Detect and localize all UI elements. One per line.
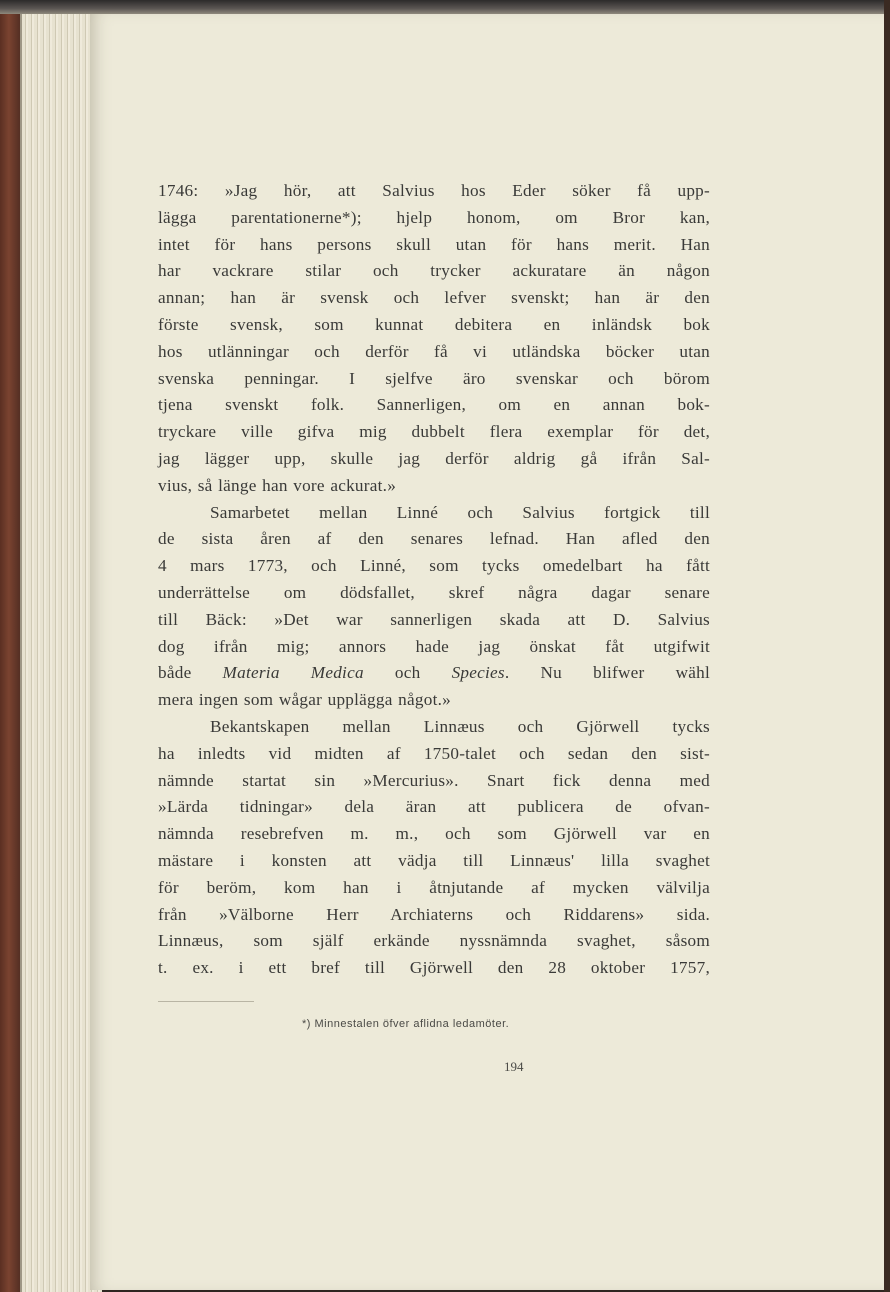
text-line: tryckare ville gifva mig dubbelt flera exemplar för det, (158, 422, 710, 442)
text-line: 4 mars 1773, och Linné, som tycks omedelbart ha fått (158, 556, 710, 576)
text-line: dog ifrån mig; annors hade jag önskat fåt utgifwit (158, 636, 710, 656)
text-line: intet för hans persons skull utan för hans merit. Han (158, 234, 710, 254)
text-line: 1746: »Jag hör, att Salvius hos Eder söker få upp- (158, 181, 710, 200)
paragraph-end-line: vius, så länge han vore ackurat.» (158, 475, 397, 495)
text-line: ha inledts vid midten af 1750-talet och sedan den sist- (158, 743, 710, 763)
text-line: annan; han är svensk och lefver svenskt; han är den (158, 288, 710, 308)
text-line: hos utlänningar och derför få vi utländska böcker utan (158, 341, 710, 361)
text-line: jag lägger upp, skulle jag derför aldrig gå ifrån Sal- (158, 448, 710, 468)
book-right-edge (884, 0, 890, 1292)
text-line: lägga parentationerne*); hjelp honom, om Bror kan, (158, 207, 710, 227)
text-line: för beröm, kom han i åtnjutande af mycken välvilja (158, 877, 710, 897)
text-line: »Lärda tidningar» dela äran att publicera de ofvan- (158, 797, 710, 817)
text-line: mästare i konsten att vädja till Linnæus' lilla svaghet (158, 850, 710, 870)
book-cover-edge (0, 0, 22, 1292)
text-line: från »Välborne Herr Archiaterns och Riddarens» sida. (158, 904, 710, 924)
paragraph-start-line: Bekantskapen mellan Linnæus och Gjörwell tycks (210, 716, 710, 736)
page-number: 194 (504, 1059, 524, 1074)
text-line: nämnda resebrefven m. m., och som Gjörwell var en (158, 824, 710, 844)
text-line: förste svensk, som kunnat debitera en inländsk bok (158, 314, 710, 334)
book-top-edge (0, 0, 890, 14)
text-line: t. ex. i ett bref till Gjörwell den 28 oktober 1757, (158, 958, 710, 978)
body-text (158, 178, 710, 982)
footnote-rule (158, 1001, 254, 1002)
text-line: tjena svenskt folk. Sannerligen, om en annan bok- (158, 395, 710, 415)
text-line: nämnde startat sin »Mercurius». Snart fick denna med (158, 770, 710, 790)
text-line: har vackrare stilar och trycker ackuratare än någon (158, 261, 710, 281)
text-line: underrättelse om dödsfallet, skref några dagar senare (158, 582, 710, 602)
text-line: Linnæus, som själf erkände nyssnämnda svaghet, såsom (158, 931, 710, 951)
paragraph-start-line: Samarbetet mellan Linné och Salvius fortgick till (210, 502, 710, 522)
text-line: de sista åren af den senares lefnad. Han afled den (158, 529, 710, 549)
text-line: till Bäck: »Det war sannerligen skada att D. Salvius (158, 609, 710, 629)
footnote: *) Minnestalen öfver aflidna ledamöter. (302, 1018, 510, 1030)
text-line-with-titles: både Materia Medica och Species. Nu blifwer wähl (158, 663, 710, 683)
paragraph-end-line: mera ingen som wågar upplägga något.» (158, 690, 451, 710)
text-line: svenska penningar. I sjelfve äro svenskar och börom (158, 368, 710, 388)
